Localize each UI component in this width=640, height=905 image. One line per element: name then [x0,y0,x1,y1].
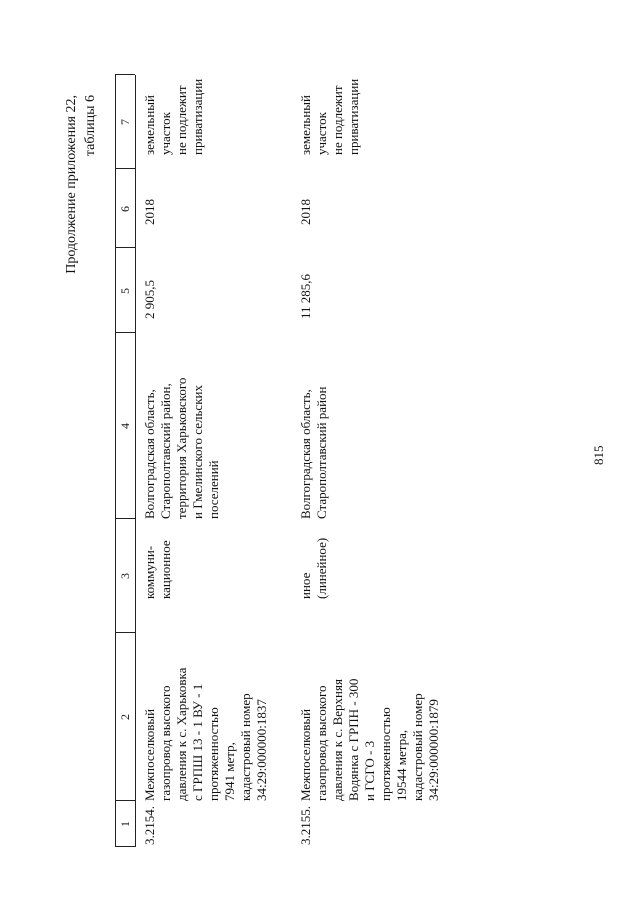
col-divider [115,168,135,169]
col-divider [115,74,135,75]
object-type: иное (линейное) [298,537,329,599]
object-location: Волгоградская область, Старополтавский район, территория Харьковского и Гмелинского сельских поселений [142,377,221,519]
col-header-6: 6 [118,206,132,212]
col-divider [115,247,135,248]
col-header-1: 1 [118,821,132,827]
col-divider [115,632,135,633]
object-year: 2018 [142,199,157,225]
table-top-border [115,75,116,847]
col-header-3: 3 [118,573,132,579]
col-divider [115,518,135,519]
col-header-2: 2 [118,714,132,720]
object-name: Межпоселковый газопровод высокого давления к с. Верхняя Водянка с ГРПН - 300 и ГСГО - 3 протяженностью 19544 метра, кадастровый номер 34:29:000000:1879 [298,678,441,801]
object-name: Межпоселковый газопровод высокого давления к с. Харьковка с ГРПШ 13 - 1 ВУ - 1 протяженностью 7941 метр, кадастровый номер 34:29:000000:1837 [142,667,269,801]
object-value: 2 905,5 [142,280,157,319]
object-note: земельный участок не подлежит приватизации [142,78,205,155]
object-year: 2018 [298,199,313,225]
continuation-line-1: Продолжение приложения 22, [64,95,79,274]
object-note: земельный участок не подлежит приватизации [298,78,361,155]
page-number: 815 [591,445,606,465]
object-type: коммуни- кационное [142,540,173,599]
table-header-bottom-border [135,75,136,847]
col-divider [115,846,135,847]
col-divider [115,800,135,801]
col-header-7: 7 [118,119,132,125]
row-number: 3.2154. [142,806,157,845]
continuation-header [62,95,100,415]
continuation-line-2: таблицы 6 [83,95,98,157]
row-number: 3.2155. [298,806,313,845]
col-header-4: 4 [118,423,132,429]
col-divider [115,332,135,333]
col-header-5: 5 [118,288,132,294]
object-location: Волгоградская область, Старополтавский район [298,386,329,519]
object-value: 11 285,6 [298,273,313,319]
